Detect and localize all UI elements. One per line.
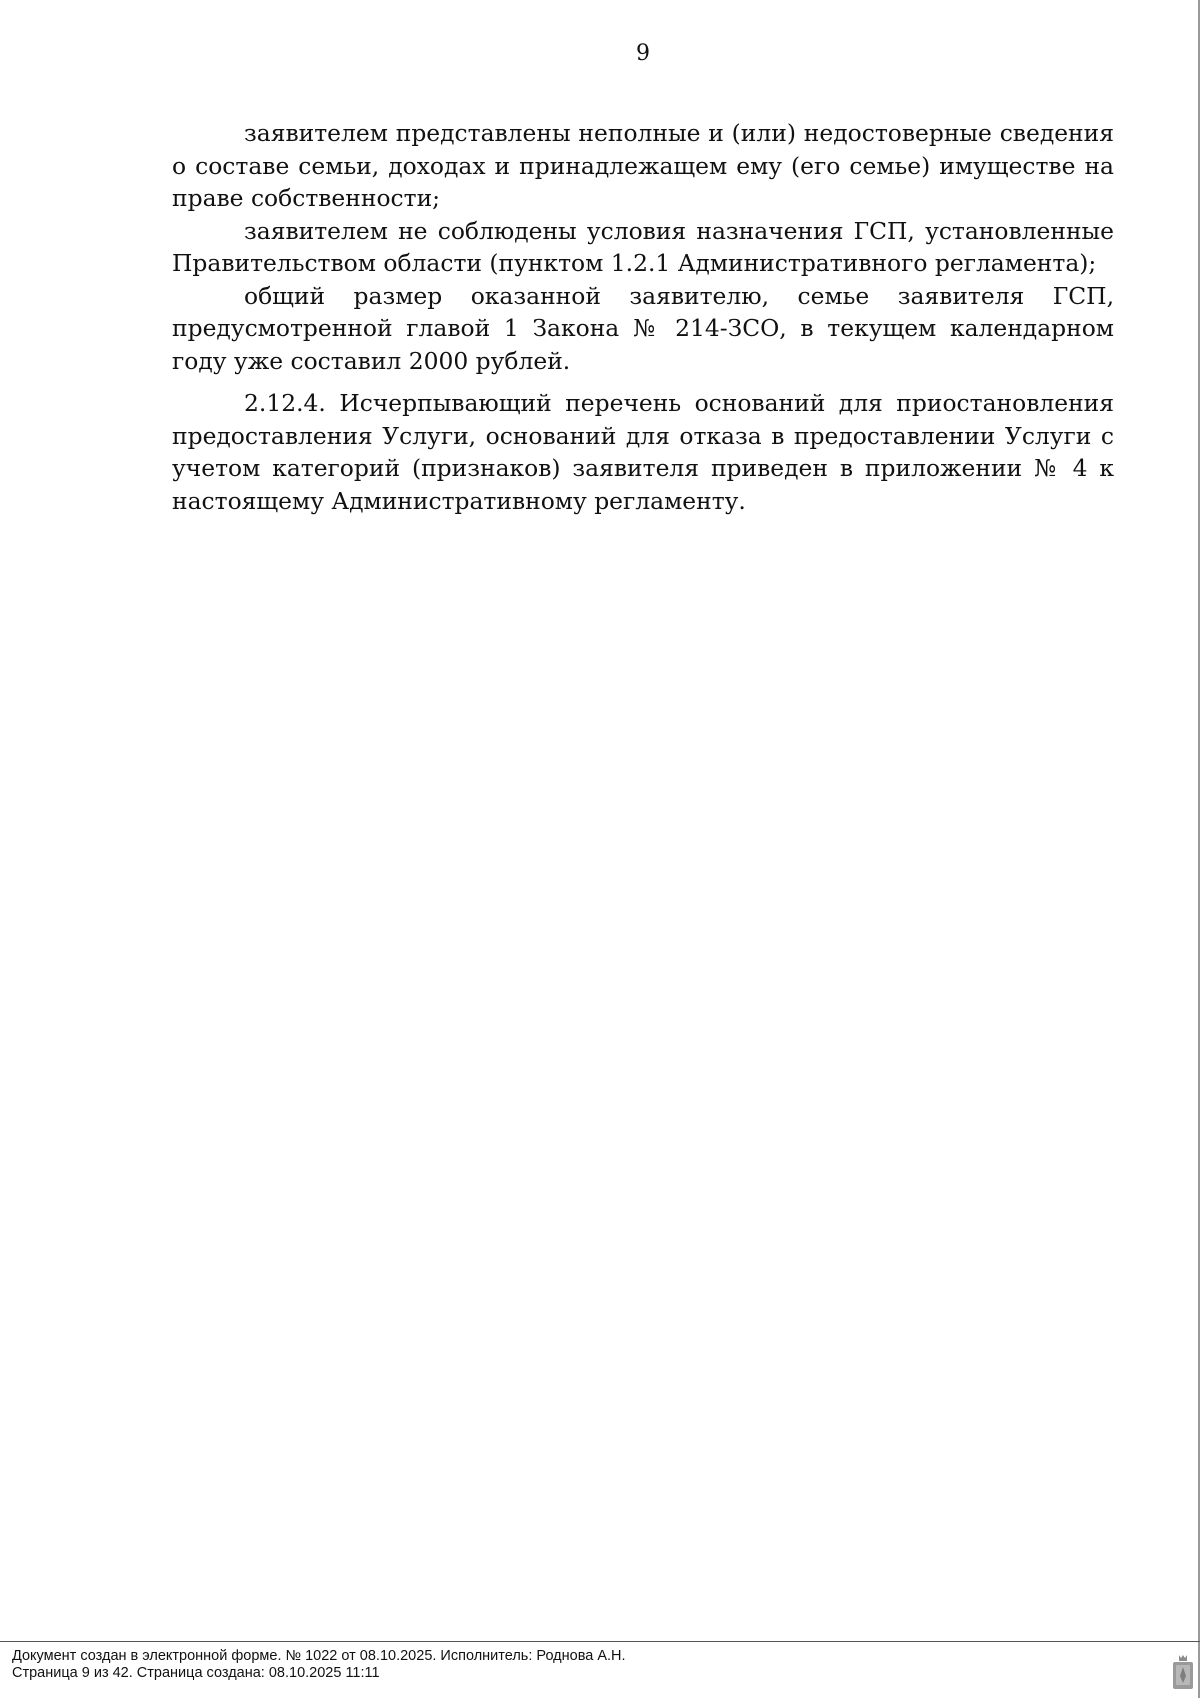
footer-document-info: Документ создан в электронной форме. № 1022 от 08.10.2025. Исполнитель: Роднова А.Н. — [12, 1648, 626, 1664]
footer-page-info: Страница 9 из 42. Страница создана: 08.10.2025 11:11 — [12, 1665, 380, 1681]
paragraph-section-2-12-4: 2.12.4. Исчерпывающий перечень оснований для приостановления предоставления Услуги, оснований для отказа в предоставлении Услуги с учетом категорий (признаков) заявителя приведен в приложении № 4 к настоящему Административному регламенту. — [172, 389, 1114, 515]
page-number: 9 — [636, 41, 650, 66]
paragraph-conditions-not-met: заявителем не соблюдены условия назначения ГСП, установленные Правительством области (пунктом 1.2.1 Административного регламента); — [172, 216, 1114, 277]
paragraph-incomplete-info: заявителем представлены неполные и (или) недостоверные сведения о составе семьи, доходах и принадлежащем ему (его семье) имуществе на праве собственности; — [172, 119, 1114, 212]
paragraph-amount-limit: общий размер оказанной заявителю, семье заявителя ГСП, предусмотренной главой 1 Закона № 214-ЗСО, в текущем календарном году уже составил 2000 рублей. — [172, 281, 1114, 375]
document-footer — [12, 1648, 626, 1682]
document-body — [172, 117, 1114, 517]
footer-divider — [0, 1641, 1200, 1642]
coat-of-arms-icon — [1172, 1654, 1194, 1690]
